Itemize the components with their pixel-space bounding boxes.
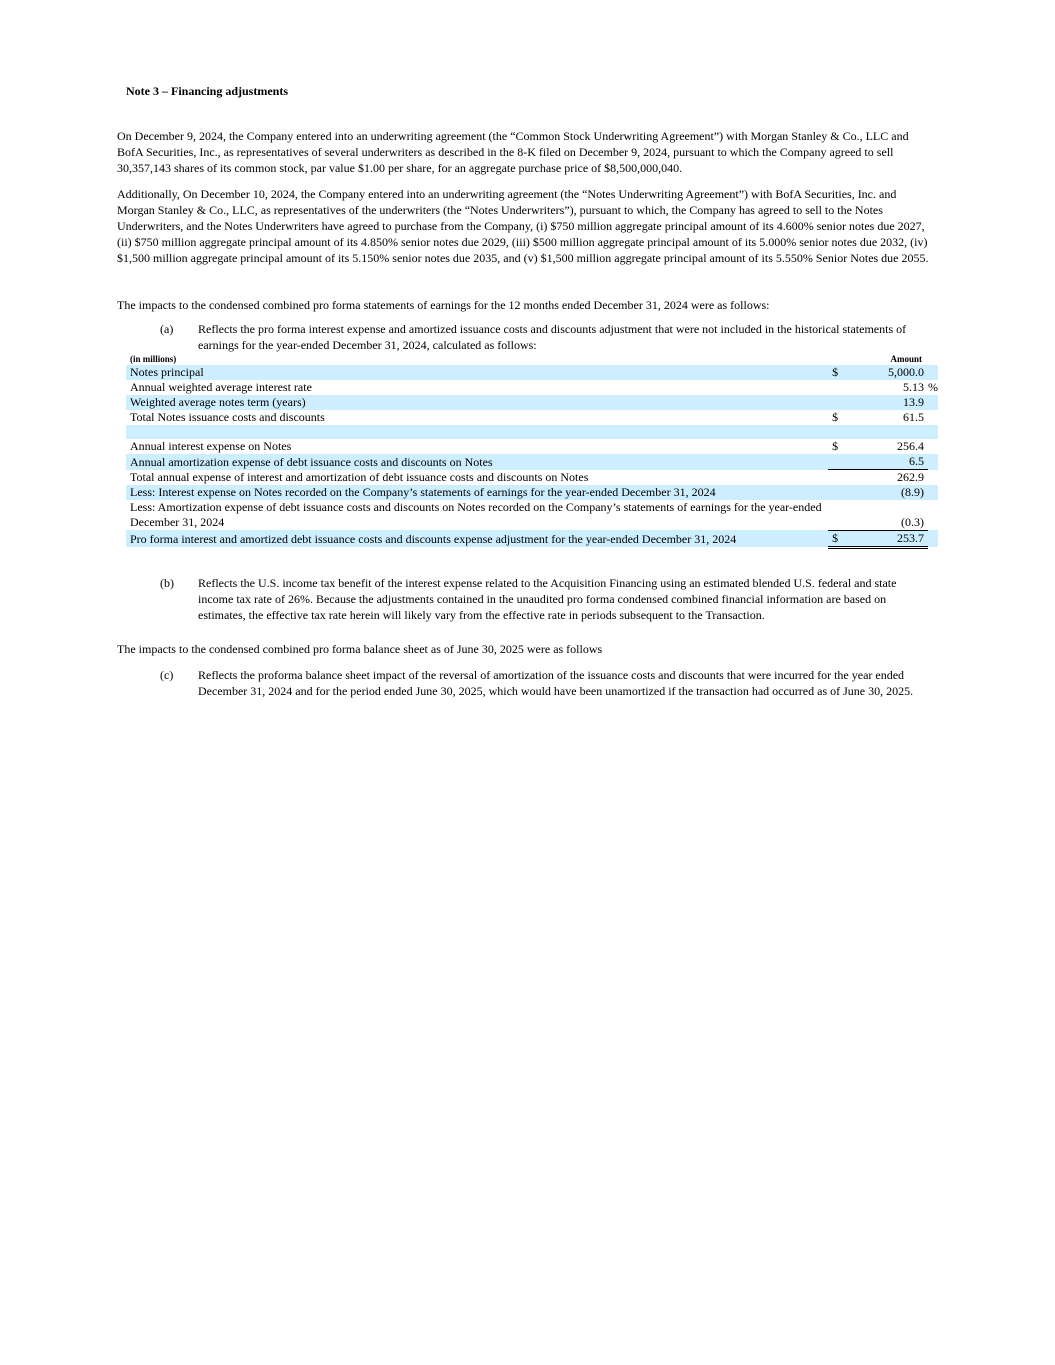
table-row — [126, 454, 938, 470]
row-currency: $ — [828, 365, 846, 380]
table-header-row — [126, 354, 938, 365]
row-label: Less: Amortization expense of debt issuance costs and discounts on Notes recorded on the Company’s statements of earnings for the year-ended December 31, 2024 — [130, 500, 822, 529]
row-value: 13.9 — [846, 395, 928, 410]
row-label: Annual amortization expense of debt issuance costs and discounts on Notes — [126, 454, 828, 470]
row-suffix: % — [927, 380, 938, 394]
row-currency — [828, 454, 846, 470]
row-label: Total annual expense of interest and amortization of debt issuance costs and discounts on Notes — [130, 470, 589, 484]
row-label: Total Notes issuance costs and discounts — [130, 410, 325, 424]
row-currency — [828, 485, 846, 500]
row-currency: $ — [832, 410, 839, 424]
paragraph-common-stock: On December 9, 2024, the Company entered into an underwriting agreement (the “Common Stock Underwriting Agreement”) with Morgan Stanley & Co., LLC and BofA Securities, Inc., as representatives of several underwriters as described in the 8-K filed on December 9, 2024, pursuant to which the Company agreed to sell 30,357,143 shares of its common stock, par value $1.00 per share, for an aggregate purchase price of $8,500,000,040. — [117, 129, 909, 175]
paragraph-notes-agreement: Additionally, On December 10, 2024, the Company entered into an underwriting agreement (the “Notes Underwriting Agreement”) with BofA Securities, Inc. and Morgan Stanley & Co., LLC, as representatives of the underwriters (the “Notes Underwriters”), pursuant to which, the Company has agreed to sell to the Notes Underwriters, and the Notes Underwriters have agreed to purchase from the Company, (i) $750 million aggregate principal amount of its 4.600% senior notes due 2027, (ii) $750 million aggregate principal amount of its 4.850% senior notes due 2029, (iii) $500 million aggregate principal amount of its 5.000% senior notes due 2032, (iv) $1,500 million aggregate principal amount of its 5.150% senior notes due 2035, and (v) $1,500 million aggregate principal amount of its 5.550% Senior Notes due 2055. — [117, 187, 929, 265]
amount-header: Amount — [890, 354, 922, 364]
table-row — [126, 395, 938, 410]
financing-adjustment-table — [126, 354, 938, 549]
row-label: Weighted average notes term (years) — [126, 395, 828, 410]
row-label: Notes principal — [126, 365, 828, 380]
row-value: 6.5 — [846, 454, 928, 470]
table-row — [126, 500, 938, 530]
table-row — [126, 365, 938, 380]
row-currency — [828, 380, 846, 395]
row-currency: $ — [832, 439, 839, 453]
row-value: 61.5 — [902, 410, 924, 424]
row-currency — [828, 500, 846, 530]
table-row — [126, 439, 938, 454]
row-currency: $ — [828, 530, 846, 547]
row-label: Pro forma interest and amortized debt issuance costs and discounts expense adjustment for the year-ended December 31, 2024 — [126, 530, 828, 547]
row-currency — [828, 395, 846, 410]
item-a-text: Reflects the pro forma interest expense and amortized issuance costs and discounts adjustment that were not included in the historical statements of earnings for the year-ended December 31, 2024, calculated as follows: — [198, 322, 907, 352]
row-value: (0.3) — [900, 514, 924, 529]
table-row — [126, 470, 938, 486]
item-b-text: Reflects the U.S. income tax benefit of the interest expense related to the Acquisition Financing using an estimated blended U.S. federal and state income tax rate of 26%. Because the adjustments contained in the unaudited pro forma condensed combined financial information are based on estimates, the effective tax rate herein will likely vary from the effective rate in periods subsequent to the Transaction. — [198, 576, 897, 622]
item-c-label: (c) — [160, 668, 174, 682]
row-value: 5.13 — [902, 380, 924, 394]
paragraph-balance-sheet-impacts: The impacts to the condensed combined pro forma balance sheet as of June 30, 2025 were as follows — [117, 642, 603, 656]
table-spacer-row — [126, 425, 938, 439]
row-value: 5,000.0 — [846, 365, 928, 380]
item-a-label: (a) — [160, 322, 174, 336]
item-c-text: Reflects the proforma balance sheet impact of the reversal of amortization of the issuance costs and discounts that were incurred for the year ended December 31, 2024 and for the period ended June 30, 2025, which would have been unamortized if the transaction had occurred as of June 30, 2025. — [198, 668, 914, 698]
row-currency — [828, 470, 846, 486]
note-title: Note 3 – Financing adjustments — [126, 84, 289, 98]
item-b — [160, 575, 932, 623]
unit-header: (in millions) — [130, 354, 177, 364]
table-row — [126, 410, 938, 425]
table-row — [126, 380, 938, 395]
table-row — [126, 485, 938, 500]
item-c — [160, 667, 932, 699]
table-total-row — [126, 530, 938, 547]
row-label: Less: Interest expense on Notes recorded on the Company’s statements of earnings for the year-ended December 31, 2024 — [126, 485, 828, 500]
row-value: 262.9 — [896, 470, 924, 484]
row-label: Annual weighted average interest rate — [130, 380, 312, 394]
item-b-label: (b) — [160, 576, 174, 590]
row-value: 256.4 — [896, 439, 924, 453]
row-value: (8.9) — [846, 485, 928, 500]
item-a — [160, 321, 932, 353]
row-label: Annual interest expense on Notes — [130, 439, 292, 453]
row-value: 253.7 — [846, 530, 928, 547]
paragraph-earnings-impacts: The impacts to the condensed combined pro forma statements of earnings for the 12 months ended December 31, 2024 were as follows: — [117, 298, 770, 312]
